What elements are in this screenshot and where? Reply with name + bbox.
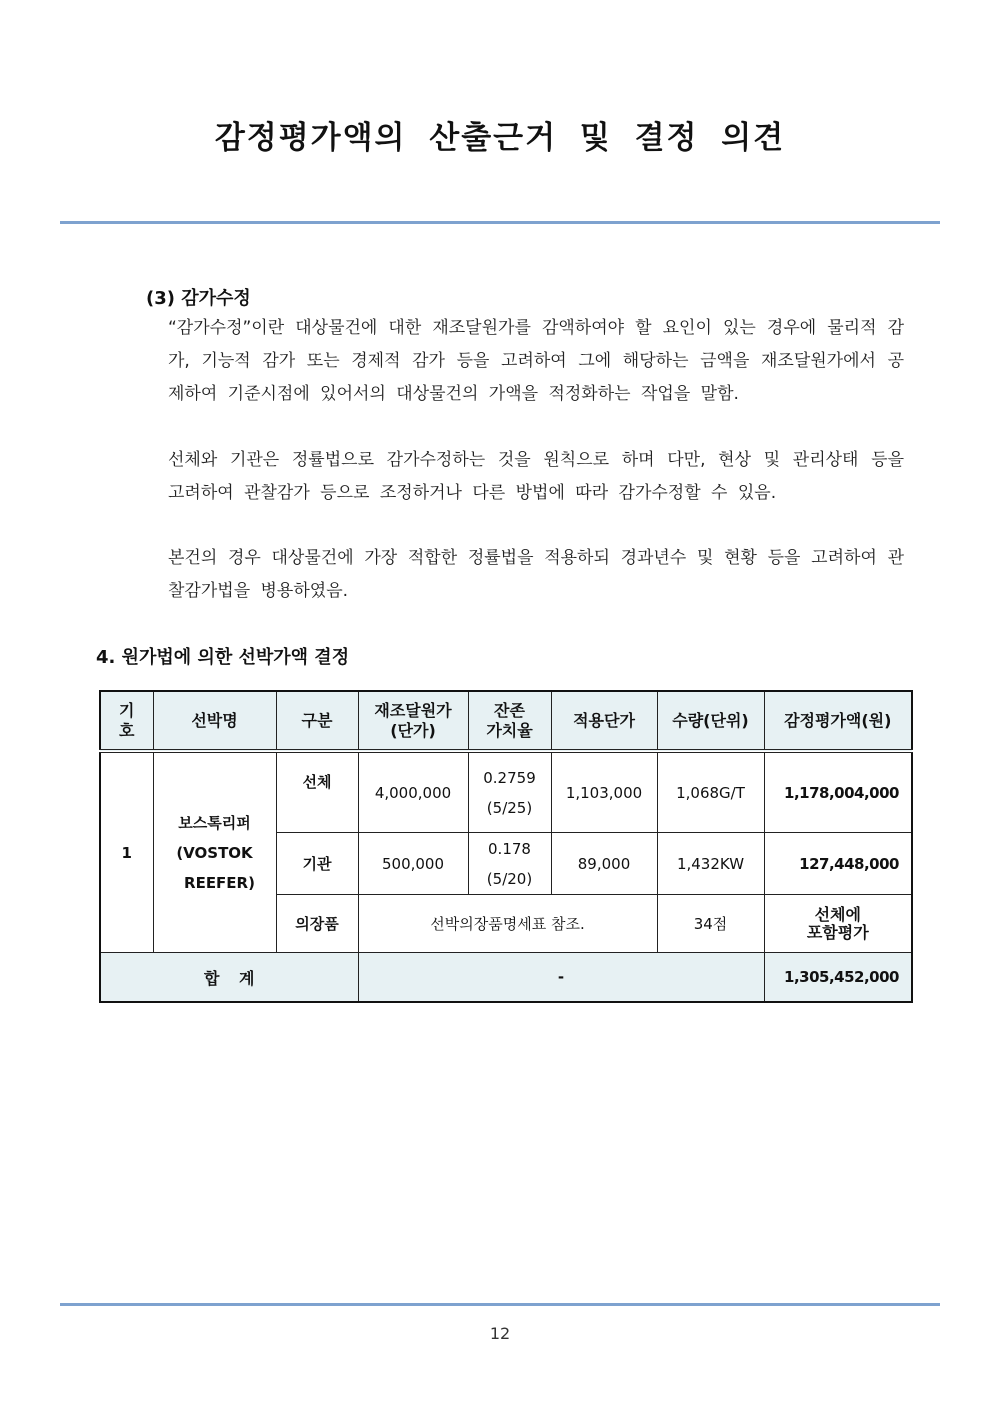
total-appraisal: 1,305,452,000 (764, 953, 912, 1003)
ship-appraisal-table (99, 690, 913, 1003)
ship-name-english-1: (VOSTOK (176, 843, 253, 862)
ship-name-english-2: REEFER) (184, 873, 255, 892)
table-row-hull (100, 751, 912, 833)
ship-name-cell (153, 751, 276, 953)
header-cost-line1: 재조달원가 (374, 700, 452, 720)
hull-residual-years: (5/25) (486, 798, 533, 817)
hull-residual-rate: 0.2759 (483, 768, 536, 787)
engine-residual-years: (5/20) (486, 869, 533, 888)
header-no-line2: 호 (119, 720, 135, 740)
equipment-quantity: 34점 (657, 895, 764, 953)
header-residual-line2: 가치율 (486, 720, 533, 740)
header-unit-price: 적용단가 (551, 691, 657, 751)
paragraph-definition: “감가수정”이란 대상물건에 대한 재조달원가를 감액하여야 할 요인이 있는 경우에 물리적 감가, 기능적 감가 또는 경제적 감가 등을 고려하여 그에 해당하는 금액을 재조달원가에서 공제하여 기준시점에 있어서의 대상물건의 가액을 적정화하는 작업을 말함. (168, 318, 904, 404)
header-category: 구분 (276, 691, 358, 751)
header-no (100, 691, 153, 751)
section-heading-ship-value: 4. 원가법에 의한 선박가액 결정 (96, 647, 350, 668)
engine-residual-rate: 0.178 (488, 839, 531, 858)
equipment-note: 선박의장품명세표 참조. (358, 895, 657, 953)
total-middle: - (358, 953, 764, 1003)
table-row-total (100, 953, 912, 1003)
engine-appraisal: 127,448,000 (764, 833, 912, 895)
hull-residual (468, 751, 551, 833)
engine-cost: 500,000 (358, 833, 468, 895)
header-appraisal: 감정평가액(원) (764, 691, 912, 751)
hull-unit-price: 1,103,000 (551, 751, 657, 833)
hull-quantity: 1,068G/T (657, 751, 764, 833)
page-title: 감정평가액의 산출근거 및 결정 의견 (214, 120, 786, 156)
table-header-row (100, 691, 912, 751)
equipment-appraisal-line1: 선체에 (814, 904, 861, 924)
paragraph-method: 선체와 기관은 정률법으로 감가수정하는 것을 원칙으로 하며 다만, 현상 및 관리상태 등을 고려하여 관찰감가 등으로 조정하거나 다른 방법에 따라 감가수정할 수 있음. (168, 450, 904, 503)
engine-unit-price: 89,000 (551, 833, 657, 895)
equipment-appraisal-line2: 포함평가 (806, 922, 869, 942)
header-quantity: 수량(단위) (657, 691, 764, 751)
header-residual-line1: 잔존 (494, 700, 525, 720)
hull-category: 선체 (276, 751, 358, 833)
hull-appraisal: 1,178,004,000 (764, 751, 912, 833)
engine-residual (468, 833, 551, 895)
row-number: 1 (100, 751, 153, 953)
ship-name-korean: 보스톡리퍼 (178, 813, 251, 832)
header-residual-rate (468, 691, 551, 751)
header-cost-line2: (단가) (390, 720, 436, 740)
section-heading-depreciation: (3) 감가수정 (146, 288, 251, 309)
engine-quantity: 1,432KW (657, 833, 764, 895)
header-replacement-cost (358, 691, 468, 751)
header-no-line1: 기 (119, 700, 135, 720)
paragraph-case: 본건의 경우 대상물건에 가장 적합한 정률법을 적용하되 경과년수 및 현황 등을 고려하여 관찰감가법을 병용하였음. (168, 548, 904, 601)
total-label: 합 계 (100, 953, 358, 1003)
engine-category: 기관 (276, 833, 358, 895)
equipment-category: 의장품 (276, 895, 358, 953)
top-divider (60, 221, 940, 224)
equipment-appraisal (764, 895, 912, 953)
header-ship-name: 선박명 (153, 691, 276, 751)
bottom-divider (60, 1303, 940, 1306)
hull-cost: 4,000,000 (358, 751, 468, 833)
page-number: 12 (489, 1324, 511, 1343)
